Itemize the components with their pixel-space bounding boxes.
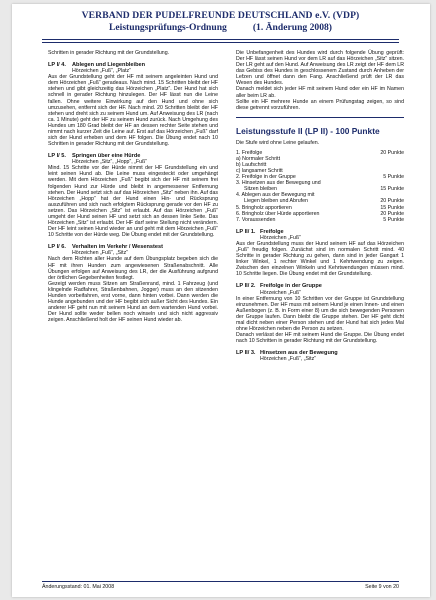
- section-title: Freifolge in der Gruppe: [260, 283, 322, 290]
- list-item: 1. Freifolge 20 Punkte: [236, 149, 404, 156]
- section-number: LP II/ 3.: [236, 350, 256, 357]
- left-column: [48, 50, 218, 323]
- list-item: 5. Bringholz apportieren 15 Punkte: [236, 204, 404, 211]
- section-number: LP II/ 2.: [236, 283, 256, 290]
- page-number: Seite 9 von 20: [365, 584, 399, 590]
- page-header: [42, 4, 399, 33]
- revision-date: Änderungsstand: 01. Mai 2008: [42, 584, 115, 590]
- command-words: Hörzeichen „Sitz“, „Hopp“, „Fuß“: [72, 159, 147, 166]
- list-item: c) langsamer Schritt: [236, 168, 283, 175]
- header-rule: [42, 39, 399, 40]
- section-number: LP I/ 4.: [48, 62, 66, 69]
- list-item: 7. Voraussenden 5 Punkte: [236, 216, 404, 223]
- command-words: Hörzeichen „Fuß“, „Sitz“: [72, 250, 129, 257]
- paragraph: Danach meldet sich jeder HF mit seinem Hund oder ein HF im Namen aller beim LR ab.: [236, 86, 404, 99]
- section-title: Hinsetzen aus der Bewegung: [260, 350, 338, 357]
- exercise-list: [236, 150, 404, 223]
- document-subtitle: [42, 22, 399, 33]
- list-item: a) Normaler Schritt: [236, 155, 281, 162]
- paragraph: Nach dem Richten aller Hunde auf dem Übungsplatz begeben sich die HF mit ihren Hunden zum angewiesenen Straßenabschnitt. Alle Übungen erfolgen auf Anweisung des LR, der die Ausführung aufgrund der örtlichen Gegebenheiten festlegt.: [48, 256, 218, 281]
- list-item: 6. Bringholz über Hürde apportieren 20 Punkte: [236, 210, 404, 217]
- command-words: Hörzeichen „Fuß“, „Sitz“: [260, 356, 317, 363]
- header-rule-thin: [42, 42, 399, 43]
- section-title: Ablegen und Liegenbleiben: [72, 62, 146, 69]
- section-title: Verhalten im Verkehr / Wesenstest: [72, 244, 163, 251]
- regulation-name: Leistungsprüfungs-Ordnung: [109, 22, 227, 33]
- command-words: Hörzeichen „Fuß“: [260, 234, 301, 241]
- amendment-note: (1. Änderung 2008): [252, 22, 332, 33]
- section-number: LP I/ 6.: [48, 244, 66, 251]
- page-footer: [42, 581, 399, 590]
- document-page: [12, 4, 430, 597]
- stage-note: Die Stufe wird ohne Leine gelaufen.: [236, 139, 320, 146]
- section-number: LP II/ 1.: [236, 228, 256, 235]
- paragraph: Die Unbefangenheit des Hundes wird durch folgende Übung geprüft: Der HF lässt seinen Hund vor dem LR auf das Hörzeichen „Sitz“ sitzen. Der LR geht auf den Hund. Auf Anweisung des LR zeigt der HF dem LR das Gebiss des Hundes in geschlossenem Zustand durch Anheben der Lefzen und öffnet dann den Fang. Anschließend prüft der LR das Wesen des Hundes.: [236, 50, 404, 87]
- list-item: Sitzen bleiben 15 Punkte: [244, 186, 404, 193]
- paragraph: Sollte ein HF mehrere Hunde an einem Prüfungstag zeigen, so sind diese getrennt vorzuführen.: [236, 98, 404, 111]
- paragraph: Aus der Grundstellung geht der HF mit seinem angeleinten Hund und dem Hörzeichen „Fuß“ geradeaus. Nach mind. 15 Schritten bleibt der HF stehen und gibt gleichzeitig das Hörzeichen „Platz“. Der Hund hat sich schnell in gerader Richtung hinzulegen. Der HF lässt nun die Leine fallen. Ohne weitere Einwirkung auf den Hund und ohne sich umzusehen, entfernt sich der HF. Nach mind. 20 Schritten bleibt der HF stehen und dreht sich zu seinem Hund um. Auf Anweisung des LR (nach ca. 1 Minute) geht der HF zu seinem Hund zurück. Nach Umgehung des Hundes um 180 Grad bleibt der HF an dessen rechter Seite stehen und nimmt nach kurzer Zeit die Leine auf. Erst auf das Hörzeichen „Fuß“ darf sich der Hund erheben und dem HF folgen. Die Übung endet nach 10 Schritten in gerader Richtung mit der Grundstellung.: [48, 74, 218, 148]
- section-title: Springen über eine Hürde: [72, 153, 141, 160]
- paragraph: Danach verlässt der HF mit seinem Hund die Gruppe. Die Übung endet nach 10 Schritten in gerader Richtung mit der Grundstellung.: [236, 332, 404, 345]
- command-words: Hörzeichen „Fuß“: [260, 289, 301, 296]
- paragraph: Gezeigt werden muss Sitzen am Straßenrand, mind. 1 Fahrzeug (und klingelnde Radfahrer, Straßenbahnen, Jogger) muss an den sitzenden Hunden vorbeifahren, erst vorne, dann hinten vorbei. Dann werden die Hunde angebunden und der HF begibt sich außer Sicht des Hundes. Ein anderer HF geht nun mit seinem Hund an dem wartenden Hund vorbei. Der Hund sollte weder bellen noch winseln und sich nicht aggressiv zeigen. Anschließend holt der HF seinen Hund wieder ab.: [48, 280, 218, 324]
- list-item: b) Laufschritt: [236, 162, 267, 169]
- association-title: VERBAND DER PUDELFREUNDE DEUTSCHLAND e.V. (VDP): [81, 10, 360, 21]
- section-number: LP I/ 5.: [48, 153, 66, 160]
- paragraph: Aus der Grundstellung muss der Hund seinem HF auf das Hörzeichen „Fuß“ freudig folgen. Zunächst sind im normalen Schritt mind. 40 Schritte in gerader Richtung zu gehen, dann sind in jeder Gangart 1 linker Winkel, 1 rechter Winkel und 1 Kehrtwendung zu zeigen. Zwischen den einzelnen Winkeln und Kehrtwendungen müssen mind. 10 Schritte liegen. Die Übung endet mit der Grundstellung.: [236, 240, 404, 278]
- command-words: Hörzeichen „Fuß“, „Platz“: [72, 68, 131, 75]
- list-item: 2. Freifolge in der Gruppe 5 Punkte: [236, 174, 404, 181]
- section-divider: [236, 117, 404, 118]
- right-column: [236, 50, 404, 362]
- paragraph: Mind. 15 Schritte vor der Hürde nimmt der HF Grundstellung ein und leint seinen Hund ab. Die Leine muss eingesteckt oder umgehängt werden. Mit dem Hörzeichen „Fuß“ begibt sich der HF mit seinem frei folgenden Hund zur Hürde und bleibt in angemessener Entfernung stehen. Der Hund setzt sich auf das Hörzeichen „Sitz“ neben ihn. Auf das Hörzeichen „Hopp“ hat der Hund einen Hin- und Rücksprung auszuführen und sich nach erfolgtem Rücksprung gerade vor den HF zu setzen. Das Hörzeichen „Sitz“ ist erlaubt. Auf das Hörzeichen „Fuß“ umgeht der Hund seinen HF und setzt sich an dessen linke Seite. Das Hörzeichen „Sitz“ ist erlaubt. Der HF darf seine Stellung nicht verändern. Der HF leint seinen Hund wieder an und geht mit dem Hörzeichen „Fuß“ 10 Schritte von der Hürde weg. Die Übung endet mit der Grundstellung.: [48, 165, 218, 239]
- list-item: 3. Hinsetzen aus der Bewegung und: [236, 180, 321, 187]
- list-item: 4. Ablegen aus der Bewegung mit: [236, 192, 315, 199]
- paragraph: Schritten in gerader Richtung mit der Grundstellung.: [48, 50, 170, 56]
- paragraph: In einer Entfernung von 10 Schritten vor der Gruppe ist Grundstellung einzunehmen. Der HF muss mit seinem Hund je einen Innen- und einen Außenbogen (z. B. in Form einer 8) um die sich bewegenden Personen der Gruppe laufen. Dann bleibt die Gruppe stehen. Der HF geht dicht mal dicht neben einer Person stehen und der Hund hat sich jedes Mal ohne Hörzeichen neben die Person zu setzen.: [236, 295, 404, 332]
- stage-title: Leistungsstufe II (LP II) - 100 Punkte: [236, 125, 380, 136]
- section-title: Freifolge: [260, 228, 284, 235]
- list-item: Liegen bleiben und Abrufen 20 Punkte: [244, 198, 404, 205]
